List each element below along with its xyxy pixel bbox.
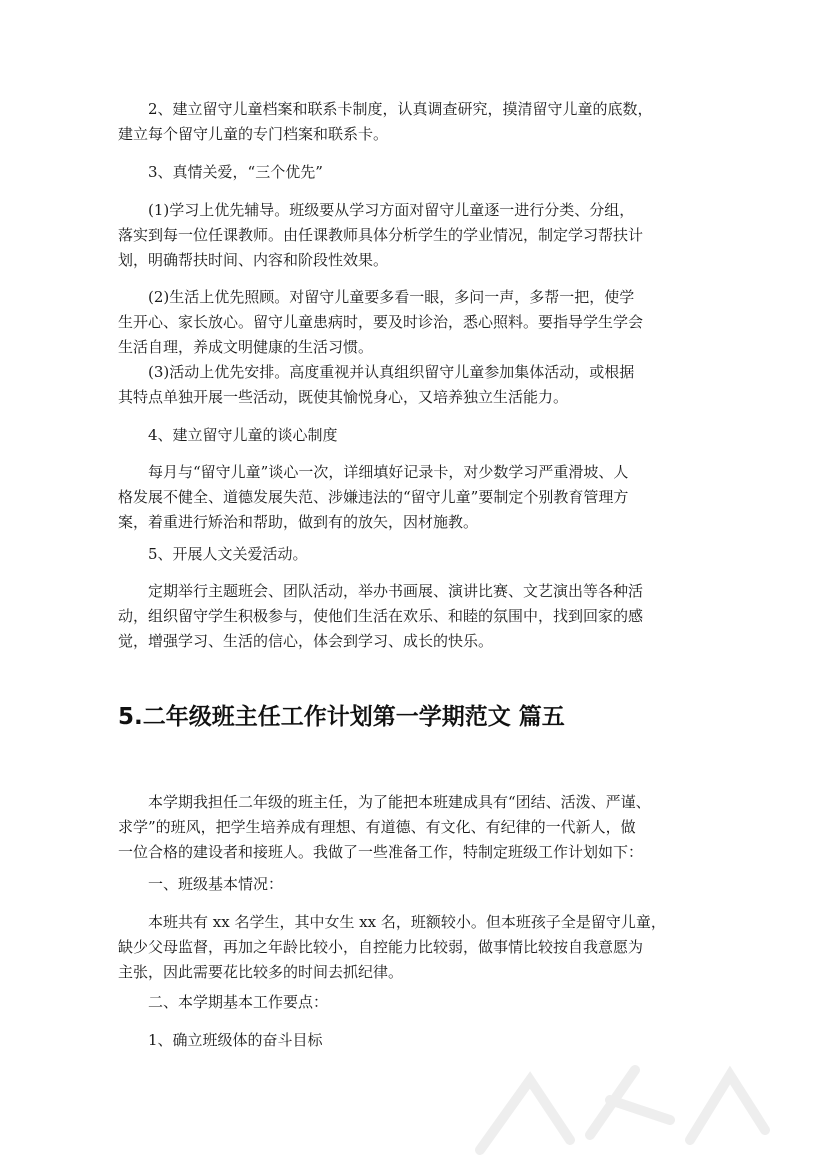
paragraph-class-info-title (118, 872, 718, 897)
text-line: 本学期我担任二年级的班主任，为了能把本班建成具有“团结、活泼、严谨、 (118, 793, 651, 811)
text-line: 2、建立留守儿童档案和联系卡制度，认真调查研究，摸清留守儿童的底数， (118, 100, 653, 118)
text-line: (3)活动上优先安排。高度重视并认真组织留守儿童参加集体活动，或根据 (118, 363, 635, 381)
paragraph-intro (118, 790, 718, 865)
text-line: 3、真情关爱，“三个优先” (118, 163, 323, 181)
text-line: 其特点单独开展一些活动，既使其愉悦身心，又培养独立生活能力。 (118, 388, 569, 406)
watermark-graphic (460, 1040, 780, 1160)
text-line: 本班共有 xx 名学生，其中女生 xx 名，班额较小。但本班孩子全是留守儿童， (118, 913, 666, 931)
text-line: 生活自理，养成文明健康的生活习惯。 (118, 338, 374, 356)
paragraph-class-info (118, 910, 718, 985)
text-line: (2)生活上优先照顾。对留守儿童要多看一眼，多问一声，多帮一把，使学 (118, 288, 635, 306)
watermark-stroke (590, 1070, 670, 1135)
text-line: 一位合格的建设者和接班人。我做了一些准备工作，特制定班级工作计划如下： (118, 843, 644, 861)
paragraph-monthly-talk (118, 460, 718, 535)
paragraph-goal-title (118, 1028, 718, 1053)
text-line: 每月与“留守儿童”谈心一次，详细填好记录卡，对少数学习严重滑坡、人 (118, 463, 629, 481)
text-line: 动，组织留守学生积极参与，使他们生活在欢乐、和睦的氛围中，找到回家的感 (118, 607, 644, 625)
paragraph-talk-system-title (118, 423, 718, 448)
text-line: 5、开展人文关爱活动。 (118, 545, 308, 563)
watermark-stroke (690, 1075, 765, 1140)
text-line: 定期举行主题班会、团队活动，举办书画展、演讲比赛、文艺演出等各种活 (118, 582, 644, 600)
paragraph-life-priority (118, 285, 718, 360)
text-line: 格发展不健全、道德发展失范、涉嫌违法的“留守儿童”要制定个别教育管理方 (118, 488, 629, 506)
paragraph-study-priority (118, 198, 718, 273)
text-line: 觉，增强学习、生活的信心，体会到学习、成长的快乐。 (118, 632, 494, 650)
text-line: 案，着重进行矫治和帮助，做到有的放矢，因材施教。 (118, 513, 479, 531)
text-line: 划，明确帮扶时间、内容和阶段性效果。 (118, 251, 389, 269)
text-line: 生开心、家长放心。留守儿童患病时，要及时诊治，悉心照料。要指导学生学会 (118, 313, 644, 331)
paragraph-three-priorities-title (118, 160, 718, 185)
text-line: 建立每个留守儿童的专门档案和联系卡。 (118, 125, 389, 143)
paragraph-activity-priority (118, 360, 718, 410)
paragraph-work-points-title (118, 990, 718, 1015)
text-line: 一、班级基本情况： (118, 875, 284, 893)
paragraph-regular-activities (118, 579, 718, 654)
paragraph-archive-system (118, 97, 718, 147)
text-line: 1、确立班级体的奋斗目标 (118, 1031, 323, 1049)
paragraph-humanistic-title (118, 542, 718, 567)
text-line: 落实到每一位任课教师。由任课教师具体分析学生的学业情况，制定学习帮扶计 (118, 226, 644, 244)
text-line: 4、建立留守儿童的谈心制度 (118, 426, 338, 444)
text-line: 求学”的班风，把学生培养成有理想、有道德、有文化、有纪律的一代新人，做 (118, 818, 636, 836)
text-line: 二、本学期基本工作要点： (118, 993, 329, 1011)
text-line: (1)学习上优先辅导。班级要从学习方面对留守儿童逐一进行分类、分组， (118, 201, 635, 219)
text-line: 缺少父母监督，再加之年龄比较小，自控能力比较弱，做事情比较按自我意愿为 (118, 938, 644, 956)
watermark-stroke (480, 1080, 570, 1150)
section-heading: 5.二年级班主任工作计划第一学期范文 篇五 (118, 704, 565, 730)
text-line: 主张，因此需要花比较多的时间去抓纪律。 (118, 963, 404, 981)
